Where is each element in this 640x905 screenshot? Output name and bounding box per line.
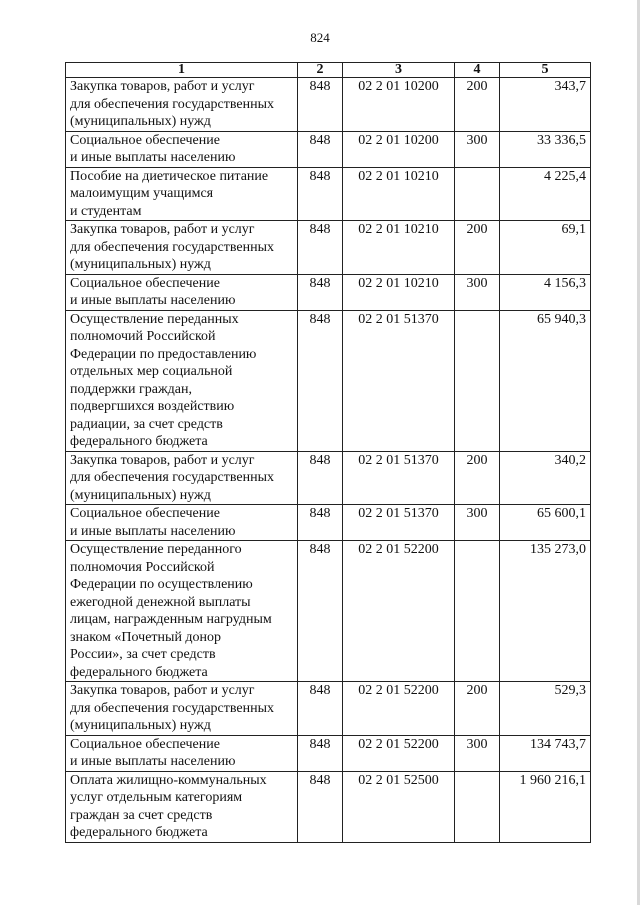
- row-target-code-cell: 02 2 01 51370: [343, 310, 455, 451]
- row-target-code-cell: 02 2 01 51370: [343, 505, 455, 541]
- table-row: [66, 131, 591, 167]
- row-name-cell: Социальное обеспечение и иные выплаты населению: [66, 505, 298, 541]
- row-name-cell: Социальное обеспечение и иные выплаты населению: [66, 735, 298, 771]
- row-expense-type-cell: 200: [455, 451, 500, 505]
- table-row: [66, 505, 591, 541]
- row-amount-cell: 1 960 216,1: [500, 771, 591, 842]
- row-expense-type-cell: 300: [455, 735, 500, 771]
- row-ministry-code-cell: 848: [298, 451, 343, 505]
- row-name-cell: Закупка товаров, работ и услуг для обеспечения государственных (муниципальных) нужд: [66, 682, 298, 736]
- row-expense-type-cell: [455, 310, 500, 451]
- row-target-code-cell: 02 2 01 52200: [343, 735, 455, 771]
- row-expense-type-cell: 300: [455, 505, 500, 541]
- row-amount-cell: 340,2: [500, 451, 591, 505]
- row-target-code-cell: 02 2 01 10200: [343, 131, 455, 167]
- row-name-cell: Оплата жилищно-коммунальных услуг отдельным категориям граждан за счет средств федерального бюджета: [66, 771, 298, 842]
- row-amount-cell: 135 273,0: [500, 541, 591, 682]
- row-amount-cell: 4 225,4: [500, 167, 591, 221]
- table-row: [66, 735, 591, 771]
- row-name-cell: Закупка товаров, работ и услуг для обеспечения государственных (муниципальных) нужд: [66, 451, 298, 505]
- row-ministry-code-cell: 848: [298, 310, 343, 451]
- row-expense-type-cell: 200: [455, 682, 500, 736]
- row-name-cell: Закупка товаров, работ и услуг для обеспечения государственных (муниципальных) нужд: [66, 78, 298, 132]
- row-amount-cell: 529,3: [500, 682, 591, 736]
- header-col-5: 5: [500, 63, 591, 78]
- row-ministry-code-cell: 848: [298, 682, 343, 736]
- row-expense-type-cell: [455, 167, 500, 221]
- row-expense-type-cell: [455, 771, 500, 842]
- row-name-cell: Осуществление переданных полномочий Российской Федерации по предоставлению отдельных мер социальной поддержки граждан, подвергшихся воздействию радиации, за счет средств федерального бюджета: [66, 310, 298, 451]
- row-target-code-cell: 02 2 01 10210: [343, 167, 455, 221]
- row-amount-cell: 134 743,7: [500, 735, 591, 771]
- row-amount-cell: 65 940,3: [500, 310, 591, 451]
- row-amount-cell: 33 336,5: [500, 131, 591, 167]
- table-row: [66, 167, 591, 221]
- table-row: [66, 310, 591, 451]
- header-col-1: 1: [66, 63, 298, 78]
- row-ministry-code-cell: 848: [298, 167, 343, 221]
- table-row: [66, 274, 591, 310]
- page-number: 824: [310, 30, 330, 45]
- budget-table: [65, 62, 591, 843]
- row-ministry-code-cell: 848: [298, 505, 343, 541]
- row-target-code-cell: 02 2 01 52200: [343, 682, 455, 736]
- row-expense-type-cell: 300: [455, 274, 500, 310]
- header-col-2: 2: [298, 63, 343, 78]
- row-ministry-code-cell: 848: [298, 541, 343, 682]
- row-name-cell: Социальное обеспечение и иные выплаты населению: [66, 274, 298, 310]
- row-ministry-code-cell: 848: [298, 131, 343, 167]
- table-row: [66, 771, 591, 842]
- row-amount-cell: 69,1: [500, 221, 591, 275]
- row-expense-type-cell: 200: [455, 78, 500, 132]
- row-ministry-code-cell: 848: [298, 735, 343, 771]
- row-target-code-cell: 02 2 01 10200: [343, 78, 455, 132]
- row-name-cell: Осуществление переданного полномочия Российской Федерации по осуществлению ежегодной денежной выплаты лицам, награжденным нагрудным знаком «Почетный донор России», за счет средств федерального бюджета: [66, 541, 298, 682]
- row-ministry-code-cell: 848: [298, 274, 343, 310]
- table-row: [66, 541, 591, 682]
- row-amount-cell: 65 600,1: [500, 505, 591, 541]
- header-col-3: 3: [343, 63, 455, 78]
- row-target-code-cell: 02 2 01 10210: [343, 221, 455, 275]
- row-ministry-code-cell: 848: [298, 221, 343, 275]
- table-row: [66, 682, 591, 736]
- row-target-code-cell: 02 2 01 51370: [343, 451, 455, 505]
- header-col-4: 4: [455, 63, 500, 78]
- row-amount-cell: 4 156,3: [500, 274, 591, 310]
- table-row: [66, 78, 591, 132]
- row-name-cell: Закупка товаров, работ и услуг для обеспечения государственных (муниципальных) нужд: [66, 221, 298, 275]
- row-expense-type-cell: 300: [455, 131, 500, 167]
- table-body: [66, 78, 591, 843]
- row-target-code-cell: 02 2 01 52200: [343, 541, 455, 682]
- row-ministry-code-cell: 848: [298, 78, 343, 132]
- row-expense-type-cell: 200: [455, 221, 500, 275]
- table-row: [66, 221, 591, 275]
- row-amount-cell: 343,7: [500, 78, 591, 132]
- row-target-code-cell: 02 2 01 52500: [343, 771, 455, 842]
- row-name-cell: Социальное обеспечение и иные выплаты населению: [66, 131, 298, 167]
- row-expense-type-cell: [455, 541, 500, 682]
- row-ministry-code-cell: 848: [298, 771, 343, 842]
- table-header-row: [66, 63, 591, 78]
- row-target-code-cell: 02 2 01 10210: [343, 274, 455, 310]
- table-row: [66, 451, 591, 505]
- row-name-cell: Пособие на диетическое питание малоимущим учащимся и студентам: [66, 167, 298, 221]
